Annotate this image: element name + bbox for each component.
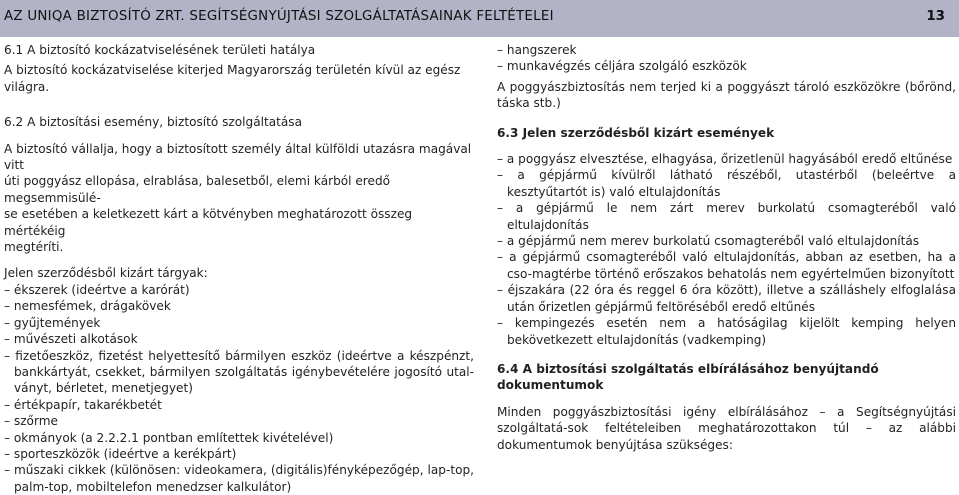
list-item: – kempingezés esetén nem a hatóságilag kijelölt kemping helyen bekövetkezett eltulajdonítás (vadkemping) xyxy=(497,315,956,348)
text-line: úti poggyász ellopása, elrablása, balesetből, elemi kárból eredő megsemmisülé- xyxy=(4,174,391,205)
section-6-4-text: Minden poggyászbiztosítási igény elbírálásához – a Segítségnyújtási szolgáltatá-sok feltételeiben meghatározottakon túl – az alábbi dokumentumok benyújtása szükséges: xyxy=(497,404,956,452)
section-6-4-title: 6.4 A biztosítási szolgáltatás elbírálásához benyújtandó dokumentumok xyxy=(497,361,879,393)
list-item: – művészeti alkotások xyxy=(4,331,474,347)
excluded-items-intro: Jelen szerződésből kizárt tárgyak: xyxy=(4,266,208,281)
left-column xyxy=(4,42,474,495)
text-line: A biztosító vállalja, hogy a biztosított személy által külföldi utazásra magával vitt xyxy=(4,141,472,173)
list-item: – nemesfémek, drágakövek xyxy=(4,298,474,314)
list-item: – sporteszközök (ideértve a kerékpárt) xyxy=(4,446,474,462)
list-item: – munkavégzés céljára szolgáló eszközök xyxy=(497,58,956,74)
page-number: 13 xyxy=(926,9,945,24)
list-item: – éjszakára (22 óra és reggel 6 óra között), illetve a szálláshely elfoglalása után őrizetlen gépjármű feltöréséből eredő eltűnés xyxy=(497,282,956,315)
list-item: – gyűjtemények xyxy=(4,315,474,331)
right-column xyxy=(497,42,956,453)
list-item: – okmányok (a 2.2.2.1 pontban említettek kivételével) xyxy=(4,430,474,446)
list-item: – műszaki cikkek (különösen: videokamera, (digitális)fényképezőgép, lap-top, palm-top, mobiltelefon menedzser kalkulátor) xyxy=(4,462,474,495)
list-item: – a poggyász elvesztése, elhagyása, őrizetlenül hagyásából eredő eltűnése xyxy=(497,151,956,167)
luggage-exclusion-text: A poggyászbiztosítás nem terjed ki a poggyászt tároló eszközökre (bőrönd, táska stb.) xyxy=(497,79,956,111)
section-6-1-text: A biztosító kockázatviselése kiterjed Magyarország területén kívül az egész világra. xyxy=(4,63,461,94)
list-item: – a gépjármű kívülről látható részéből, utastérből (beleértve a kesztyűtartót is) való eltulajdonítás xyxy=(497,167,956,200)
list-item: – fizetőeszköz, fizetést helyettesítő bármilyen eszköz (ideértve a készpénzt, bankkártyát, csekket, bármilyen szolgáltatás igénybevételére jogosító utal-ványt, bérletet, menetjegyet) xyxy=(4,348,474,397)
list-item: – a gépjármű le nem zárt merev burkolatú csomagteréből való eltulajdonítás xyxy=(497,200,956,233)
list-item: – a gépjármű csomagteréből való eltulajdonítás, abban az esetben, ha a cso-magtérbe történő erőszakos behatolás nem egyértelműen bizonyított xyxy=(497,249,956,282)
page-header xyxy=(0,0,959,37)
section-6-1-title: 6.1 A biztosító kockázatviselésének területi hatálya xyxy=(4,43,316,57)
list-item: – értékpapír, takarékbetét xyxy=(4,397,474,413)
text-line: se esetében a keletkezett kárt a kötvényben meghatározott összeg mértékéig xyxy=(4,207,413,238)
list-item: – a gépjármű nem merev burkolatú csomagteréből való eltulajdonítás xyxy=(497,233,956,249)
section-6-3-title: 6.3 Jelen szerződésből kizárt események xyxy=(497,125,775,140)
document-title: AZ UNIQA BIZTOSÍTÓ ZRT. SEGÍTSÉGNYÚJTÁSI SZOLGÁLTATÁSAINAK FELTÉTELEI xyxy=(4,9,554,24)
excluded-events-list xyxy=(497,151,956,348)
list-item: – hangszerek xyxy=(497,42,956,58)
section-6-2-text xyxy=(4,141,474,256)
excluded-items-list xyxy=(4,282,474,495)
list-item: – szőrme xyxy=(4,413,474,429)
list-item: – ékszerek (ideértve a karórát) xyxy=(4,282,474,298)
excluded-items-continued xyxy=(497,42,956,75)
text-line: megtéríti. xyxy=(4,240,64,255)
section-6-2-title: 6.2 A biztosítási esemény, biztosító szolgáltatása xyxy=(4,115,302,130)
